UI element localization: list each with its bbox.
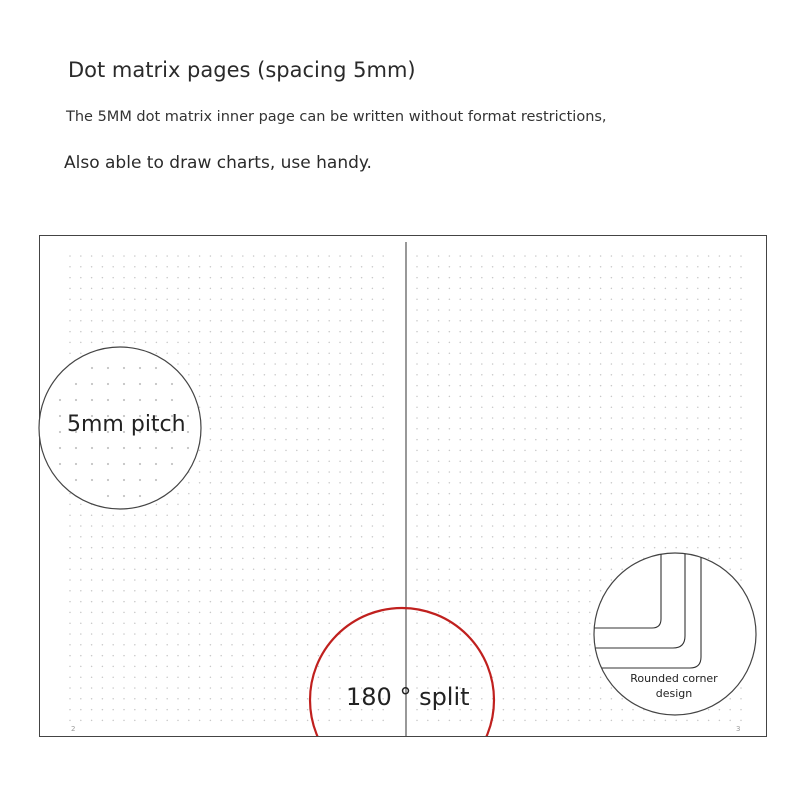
magnified-dot xyxy=(155,383,157,385)
magnified-dot xyxy=(123,463,125,465)
magnified-dot xyxy=(107,479,109,481)
magnified-dot xyxy=(123,479,125,481)
magnified-dot xyxy=(75,479,77,481)
description-line-1: The 5MM dot matrix inner page can be written without format restrictions, xyxy=(66,109,607,125)
magnified-dot xyxy=(155,447,157,449)
magnified-dot xyxy=(107,367,109,369)
magnified-dot xyxy=(107,495,109,497)
magnified-dot xyxy=(187,415,189,417)
magnified-dot xyxy=(139,447,141,449)
magnified-dot xyxy=(139,383,141,385)
magnified-dot xyxy=(155,399,157,401)
magnified-dot xyxy=(139,495,141,497)
magnified-dot xyxy=(59,431,61,433)
description-line-2: Also able to draw charts, use handy. xyxy=(64,153,372,173)
magnified-dot xyxy=(155,367,157,369)
magnified-dot xyxy=(123,383,125,385)
magnified-dot xyxy=(139,479,141,481)
magnified-dot xyxy=(91,399,93,401)
magnified-dot xyxy=(91,447,93,449)
magnified-dot xyxy=(75,399,77,401)
right-page-number: 3 xyxy=(736,725,741,733)
magnified-dot xyxy=(91,383,93,385)
magnified-dot xyxy=(75,383,77,385)
magnified-dot xyxy=(171,447,173,449)
magnified-dot xyxy=(59,447,61,449)
magnified-dot xyxy=(139,463,141,465)
magnified-dot xyxy=(139,399,141,401)
magnified-dot xyxy=(155,479,157,481)
magnified-dot xyxy=(171,399,173,401)
magnified-dot xyxy=(107,399,109,401)
magnified-dot xyxy=(123,495,125,497)
pitch-callout-label: 5mm pitch xyxy=(67,412,186,437)
magnified-dot xyxy=(75,447,77,449)
magnified-dot xyxy=(123,447,125,449)
left-page-number: 2 xyxy=(71,725,76,733)
magnified-dot xyxy=(139,367,141,369)
magnified-dot xyxy=(123,367,125,369)
magnified-dot xyxy=(91,367,93,369)
magnified-dot xyxy=(59,415,61,417)
magnified-dot xyxy=(187,431,189,433)
magnified-dot xyxy=(107,383,109,385)
magnified-dot xyxy=(187,447,189,449)
page-title: Dot matrix pages (spacing 5mm) xyxy=(68,58,416,82)
magnified-dot xyxy=(123,399,125,401)
magnified-dot xyxy=(171,463,173,465)
magnified-dot xyxy=(171,383,173,385)
corner-callout-label: Rounded corner design xyxy=(630,672,718,700)
magnified-dot xyxy=(155,463,157,465)
magnified-dot xyxy=(107,447,109,449)
magnified-dot xyxy=(107,463,109,465)
magnified-dot xyxy=(75,463,77,465)
split-callout-label: 180 ° split xyxy=(346,683,470,711)
magnified-dot xyxy=(59,463,61,465)
magnified-dot xyxy=(91,479,93,481)
magnified-dot xyxy=(91,463,93,465)
magnified-dot xyxy=(59,399,61,401)
